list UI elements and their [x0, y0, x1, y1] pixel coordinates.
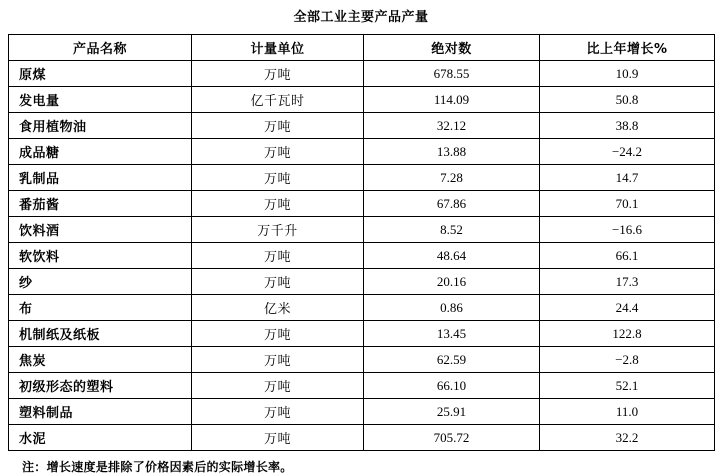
cell-unit: 万吨 — [192, 425, 364, 451]
cell-growth: 32.2 — [540, 425, 715, 451]
table-row — [9, 425, 715, 451]
cell-absolute: 25.91 — [364, 399, 540, 425]
table-row — [9, 295, 715, 321]
cell-absolute: 705.72 — [364, 425, 540, 451]
cell-growth: −24.2 — [540, 139, 715, 165]
table-row — [9, 321, 715, 347]
table-row — [9, 113, 715, 139]
cell-unit: 万吨 — [192, 321, 364, 347]
cell-unit: 万吨 — [192, 113, 364, 139]
cell-growth: 70.1 — [540, 191, 715, 217]
cell-product-name: 番茄酱 — [9, 191, 192, 217]
cell-unit: 万吨 — [192, 165, 364, 191]
cell-growth: 17.3 — [540, 269, 715, 295]
cell-absolute: 114.09 — [364, 87, 540, 113]
cell-product-name: 发电量 — [9, 87, 192, 113]
table-footnote: 注：增长速度是排除了价格因素后的实际增长率。 — [22, 460, 293, 474]
cell-absolute: 7.28 — [364, 165, 540, 191]
cell-growth: 122.8 — [540, 321, 715, 347]
cell-absolute: 13.45 — [364, 321, 540, 347]
cell-product-name: 乳制品 — [9, 165, 192, 191]
cell-unit: 万千升 — [192, 217, 364, 243]
cell-product-name: 食用植物油 — [9, 113, 192, 139]
table-row — [9, 243, 715, 269]
cell-product-name: 布 — [9, 295, 192, 321]
cell-growth: 66.1 — [540, 243, 715, 269]
cell-product-name: 成品糖 — [9, 139, 192, 165]
cell-absolute: 66.10 — [364, 373, 540, 399]
table-row — [9, 373, 715, 399]
table-row — [9, 139, 715, 165]
cell-product-name: 焦炭 — [9, 347, 192, 373]
table-header-row — [9, 35, 715, 61]
cell-product-name: 塑料制品 — [9, 399, 192, 425]
table-row — [9, 269, 715, 295]
table-row — [9, 191, 715, 217]
table-row — [9, 61, 715, 87]
cell-unit: 万吨 — [192, 139, 364, 165]
cell-product-name: 初级形态的塑料 — [9, 373, 192, 399]
cell-product-name: 机制纸及纸板 — [9, 321, 192, 347]
cell-growth: 50.8 — [540, 87, 715, 113]
table-row — [9, 217, 715, 243]
cell-product-name: 原煤 — [9, 61, 192, 87]
cell-growth: 11.0 — [540, 399, 715, 425]
cell-absolute: 0.86 — [364, 295, 540, 321]
cell-growth: 38.8 — [540, 113, 715, 139]
column-header-growth: 比上年增长% — [540, 35, 715, 61]
table-row — [9, 87, 715, 113]
cell-growth: 10.9 — [540, 61, 715, 87]
page-title: 全部工业主要产品产量 — [293, 10, 429, 25]
cell-growth: 14.7 — [540, 165, 715, 191]
cell-growth: −16.6 — [540, 217, 715, 243]
cell-absolute: 32.12 — [364, 113, 540, 139]
cell-unit: 万吨 — [192, 243, 364, 269]
cell-unit: 万吨 — [192, 191, 364, 217]
cell-product-name: 饮料酒 — [9, 217, 192, 243]
cell-absolute: 8.52 — [364, 217, 540, 243]
cell-unit: 万吨 — [192, 61, 364, 87]
cell-unit: 亿千瓦时 — [192, 87, 364, 113]
table-body — [9, 61, 715, 451]
document-page — [0, 6, 722, 476]
table-row — [9, 347, 715, 373]
cell-absolute: 62.59 — [364, 347, 540, 373]
column-header-product-name: 产品名称 — [9, 35, 192, 61]
cell-absolute: 48.64 — [364, 243, 540, 269]
cell-absolute: 20.16 — [364, 269, 540, 295]
cell-absolute: 678.55 — [364, 61, 540, 87]
cell-product-name: 软饮料 — [9, 243, 192, 269]
cell-unit: 亿米 — [192, 295, 364, 321]
cell-unit: 万吨 — [192, 347, 364, 373]
cell-growth: 52.1 — [540, 373, 715, 399]
cell-product-name: 水泥 — [9, 425, 192, 451]
column-header-unit: 计量单位 — [192, 35, 364, 61]
cell-growth: −2.8 — [540, 347, 715, 373]
production-table — [8, 34, 715, 451]
cell-growth: 24.4 — [540, 295, 715, 321]
cell-unit: 万吨 — [192, 373, 364, 399]
table-row — [9, 399, 715, 425]
column-header-absolute: 绝对数 — [364, 35, 540, 61]
cell-unit: 万吨 — [192, 399, 364, 425]
cell-product-name: 纱 — [9, 269, 192, 295]
table-row — [9, 165, 715, 191]
cell-unit: 万吨 — [192, 269, 364, 295]
cell-absolute: 13.88 — [364, 139, 540, 165]
cell-absolute: 67.86 — [364, 191, 540, 217]
